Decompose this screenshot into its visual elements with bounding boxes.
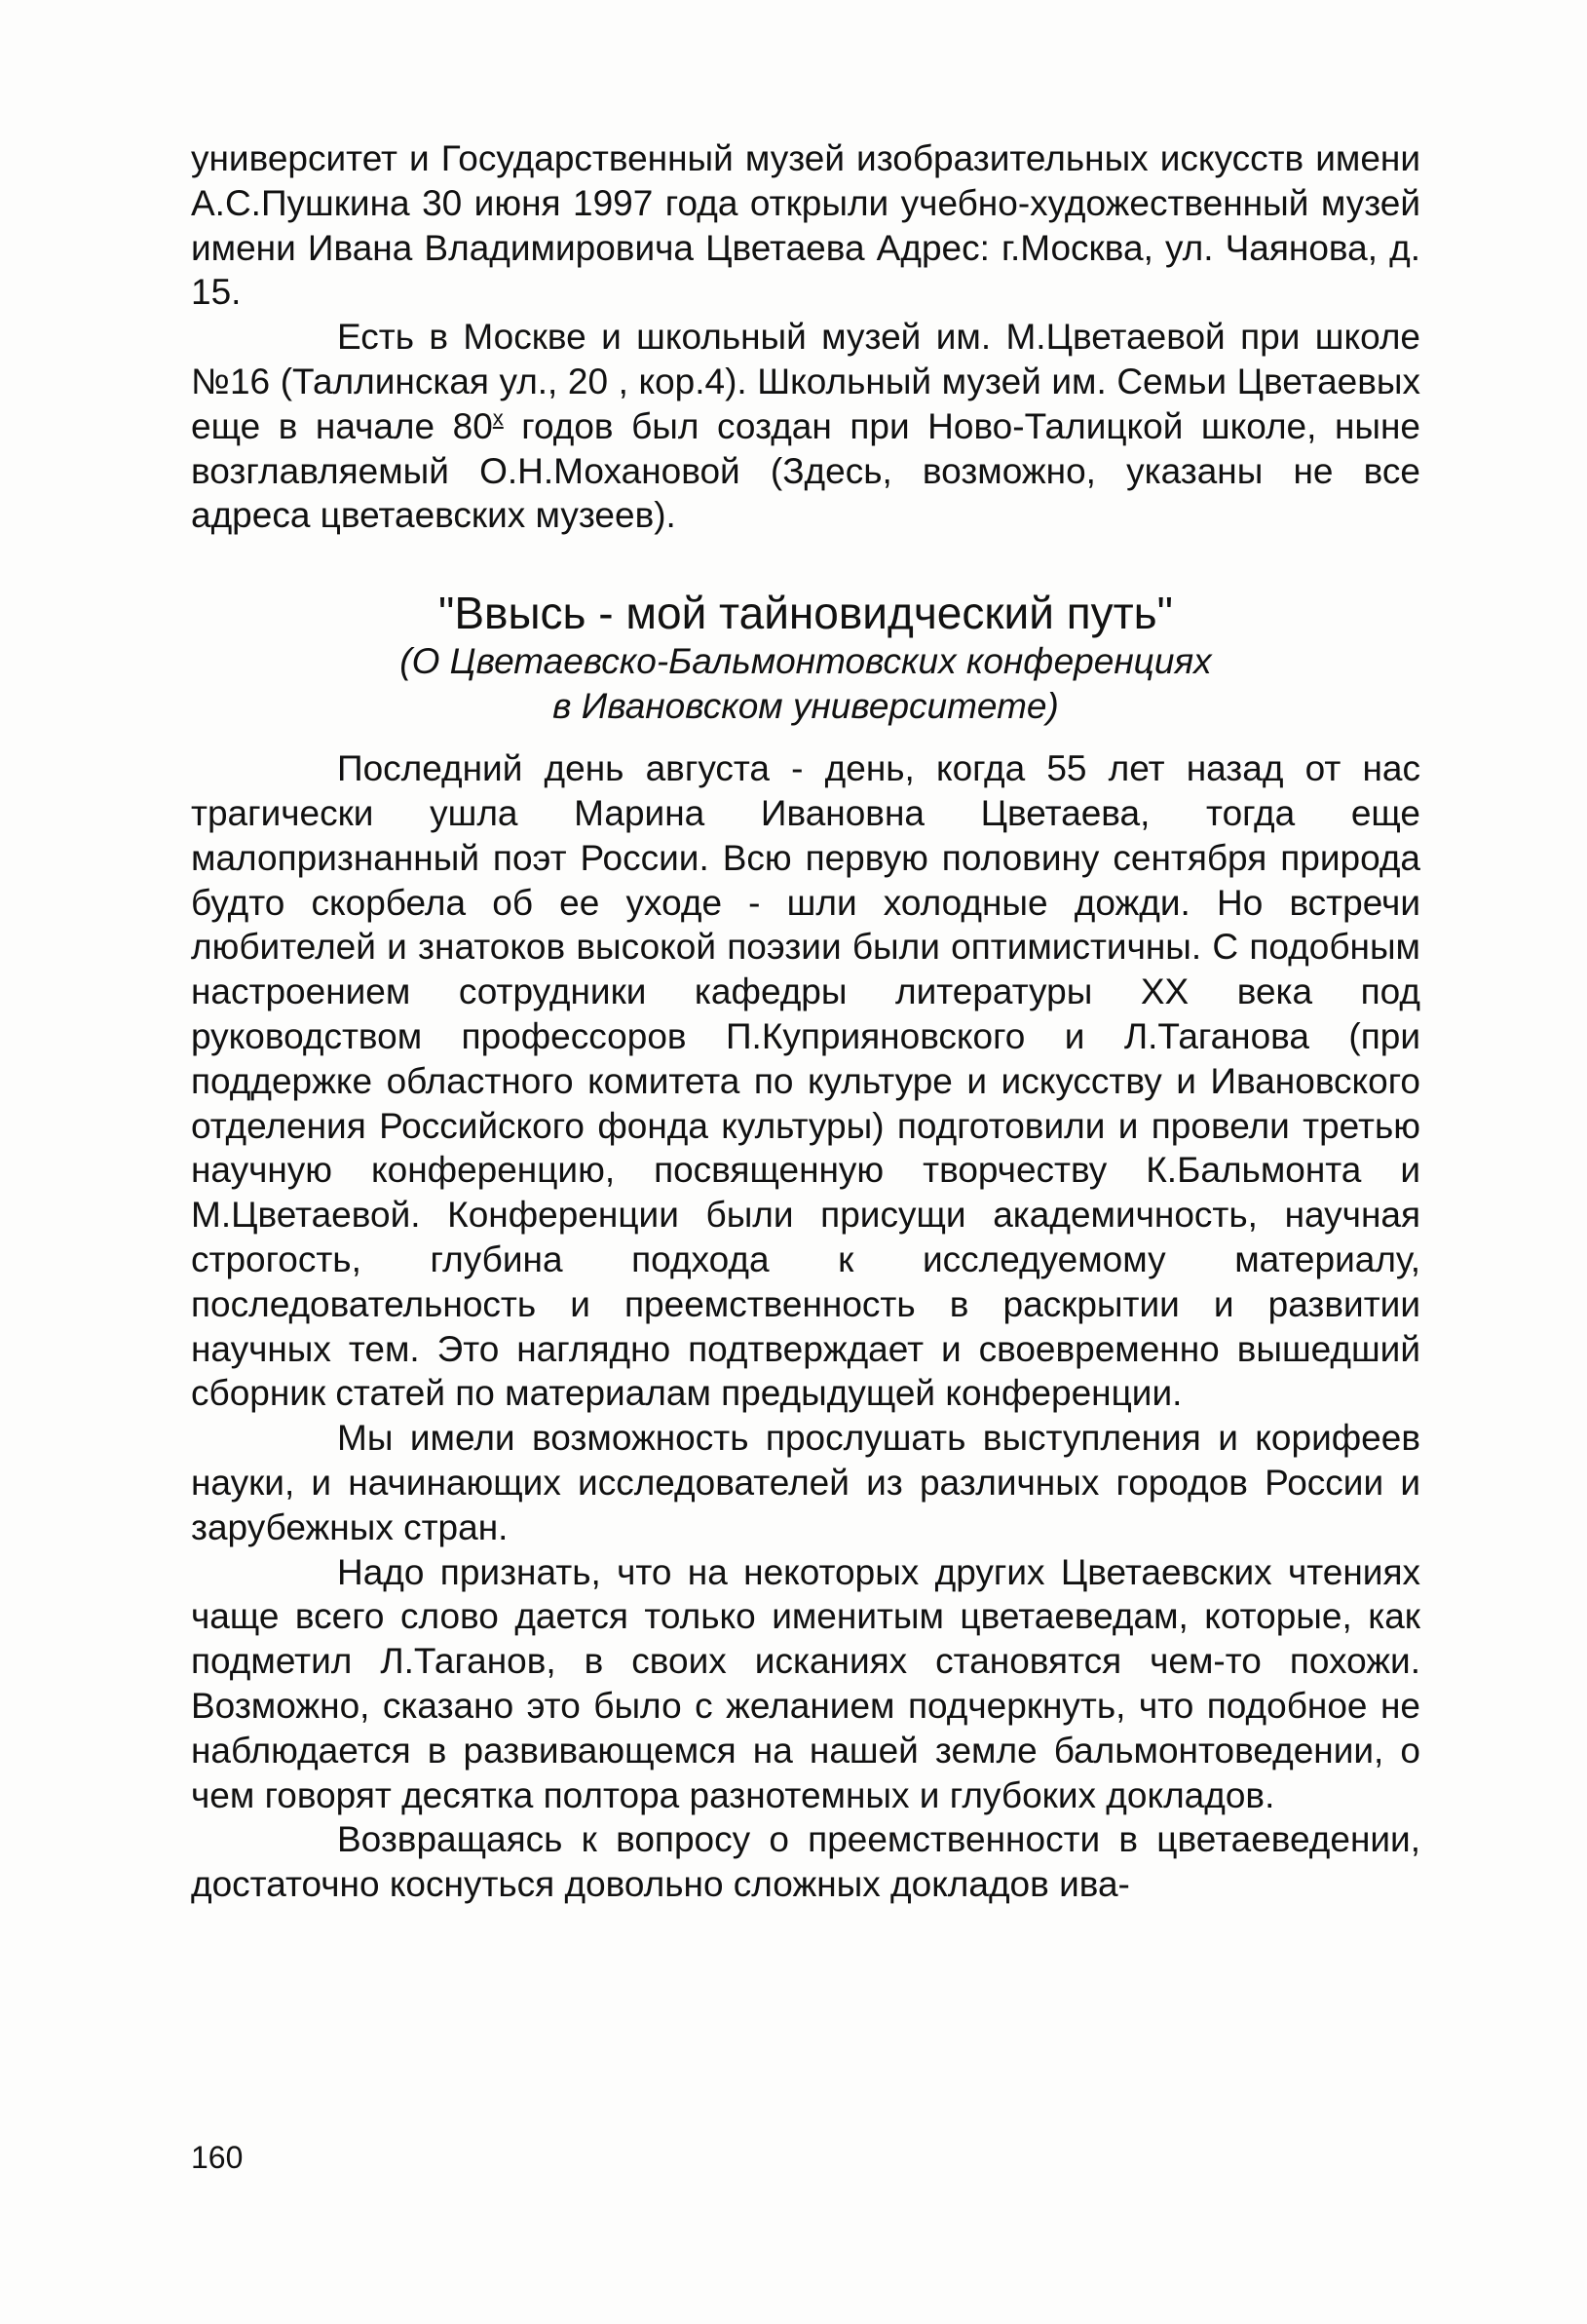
- body-paragraph-2: Мы имели возможность прослушать выступления и корифеев науки, и начинающих исследователей из различных городов России и зарубежных стран.: [191, 1418, 1420, 1547]
- intro-paragraph-2-end: годов был создан при Ново-Талицкой школе, ныне возглавляемый О.Н.Мохановой (Здесь, возможно, указаны не все адреса цветаевских музеев).: [191, 405, 1420, 536]
- page-number: 160: [191, 2140, 244, 2175]
- section-subtitle-line-2: в Ивановском университете): [552, 686, 1059, 727]
- superscript-x: х: [492, 405, 504, 431]
- text-column: [191, 136, 1420, 1907]
- section-subtitle-line-1: (О Цветаевско-Бальмонтовских конференциях: [399, 641, 1212, 682]
- intro-paragraph-2-start: Есть в Москве и школьный музей им. М.Цветаевой при школе №16 (Таллинская ул., 20 , кор.4). Школьный музей им. Семьи Цветаевых еще в начале 80: [191, 317, 1420, 446]
- body-paragraph-1: Последний день августа - день, когда 55 лет назад от нас трагически ушла Марина Ивановна Цветаева, тогда еще малопризнанный поэт России. Всю первую половину сентября природа будто скорбела об ее уходе - шли холодные дожди. Но встречи любителей и знатоков высокой поэзии были оптимистичны. С подобным настроением сотрудники кафедры литературы XX века под руководством профессоров П.Куприяновского и Л.Таганова (при поддержке областного комитета по культуре и искусству и Ивановского отделения Российского фонда культуры) подготовили и провели третью научную конференцию, посвященную творчеству К.Бальмонта и М.Цветаевой. Конференции были присущи академичность, научная строгость, глубина подхода к исследуемому материалу, последовательность и преемственность в раскрытии и развитии научных тем. Это наглядно подтверждает и своевременно вышедший сборник статей по материалам предыдущей конференции.: [191, 748, 1420, 1414]
- body-paragraph-3: Надо признать, что на некоторых других Цветаевских чтениях чаще всего слово дается только именитым цветаеведам, которые, как подметил Л.Таганов, в своих исканиях становятся чем-то похожи. Возможно, сказано это было с желанием подчеркнуть, что подобное не наблюдается в развивающемся на нашей земле бальмонтоведении, о чем говорят десятка полтора разнотемных и глубоких докладов.: [191, 1551, 1420, 1815]
- body-paragraph-4: Возвращаясь к вопросу о преемственности в цветаеведении, достаточно коснуться довольно сложных докладов ива-: [191, 1819, 1420, 1905]
- intro-paragraph-1: университет и Государственный музей изобразительных искусств имени А.С.Пушкина 30 июня 1997 года открыли учебно-художественный музей имени Ивана Владимировича Цветаева Адрес: г.Москва, ул. Чаянова, д. 15.: [191, 138, 1420, 313]
- intro-paragraph-2: [191, 315, 1420, 538]
- section-subtitle: [191, 639, 1420, 729]
- section-title: "Ввысь - мой тайновидческий путь": [438, 588, 1173, 639]
